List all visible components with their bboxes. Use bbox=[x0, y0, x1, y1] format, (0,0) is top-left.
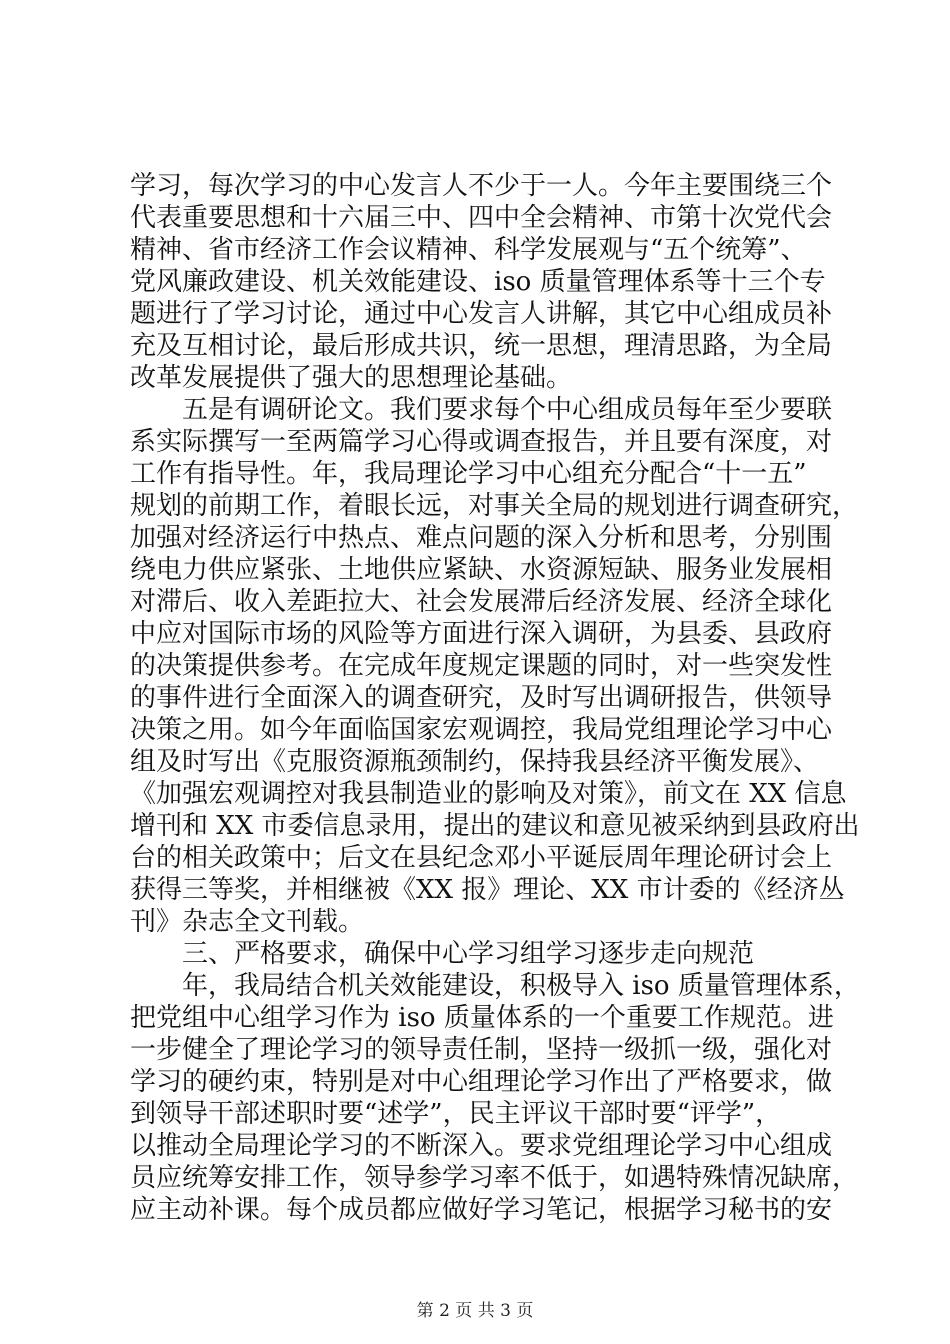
document-text-line: 五是有调研论文。我们要求每个中心组成员每年至少要联 bbox=[130, 395, 833, 425]
document-text-line: 规划的前期工作，着眼长远，对事关全局的规划进行调查研究， bbox=[130, 491, 859, 521]
document-text-line: 三、严格要求，确保中心学习组学习逐步走向规范 bbox=[130, 939, 755, 969]
document-text-line: 改革发展提供了强大的思想理论基础。 bbox=[130, 363, 573, 393]
document-text-line: 获得三等奖，并相继被《XX 报》理论、XX 市计委的《经济丛 bbox=[130, 875, 845, 905]
document-text-line: 精神、省市经济工作会议精神、科学发展观与“五个统筹”、 bbox=[130, 235, 807, 265]
document-text-line: 绕电力供应紧张、土地供应紧缺、水资源短缺、服务业发展相 bbox=[130, 555, 833, 585]
document-text-line: 的决策提供参考。在完成年度规定课题的同时，对一些突发性 bbox=[130, 651, 833, 681]
document-text-line: 代表重要思想和十六届三中、四中全会精神、市第十次党代会 bbox=[130, 203, 833, 233]
document-text-line: 充及互相讨论，最后形成共识，统一思想，理清思路，为全局 bbox=[130, 331, 833, 361]
document-text-line: 台的相关政策中；后文在县纪念邓小平诞辰周年理论研讨会上 bbox=[130, 843, 833, 873]
document-text-line: 组及时写出《克服资源瓶颈制约，保持我县经济平衡发展》、 bbox=[130, 747, 820, 777]
document-text-line: 刊》杂志全文刊载。 bbox=[130, 907, 365, 937]
document-text-line: 以推动全局理论学习的不断深入。要求党组理论学习中心组成 bbox=[130, 1131, 833, 1161]
document-body bbox=[130, 170, 860, 1226]
document-text-line: 学习，每次学习的中心发言人不少于一人。今年主要围绕三个 bbox=[130, 171, 833, 201]
page-number-footer: 第 2 页 共 3 页 bbox=[416, 1301, 534, 1321]
document-text-line: 决策之用。如今年面临国家宏观调控，我局党组理论学习中心 bbox=[130, 715, 833, 745]
document-text-line: 系实际撰写一至两篇学习心得或调查报告，并且要有深度，对 bbox=[130, 427, 833, 457]
document-text-line: 应主动补课。每个成员都应做好学习笔记，根据学习秘书的安 bbox=[130, 1195, 833, 1225]
document-text-line: 年，我局结合机关效能建设，积极导入 iso 质量管理体系， bbox=[130, 971, 860, 1001]
document-text-line: 党风廉政建设、机关效能建设、iso 质量管理体系等十三个专 bbox=[130, 267, 826, 297]
document-text-line: 题进行了学习讨论，通过中心发言人讲解，其它中心组成员补 bbox=[130, 299, 833, 329]
document-text-line: 员应统筹安排工作，领导参学习率不低于，如遇特殊情况缺席， bbox=[130, 1163, 859, 1193]
document-text-line: 中应对国际市场的风险等方面进行深入调研，为县委、县政府 bbox=[130, 619, 833, 649]
document-text-line: 对滞后、收入差距拉大、社会发展滞后经济发展、经济全球化 bbox=[130, 587, 833, 617]
document-text-line: 加强对经济运行中热点、难点问题的深入分析和思考，分别围 bbox=[130, 523, 833, 553]
document-text-line: 工作有指导性。年，我局理论学习中心组充分配合“十一五” bbox=[130, 459, 807, 489]
document-text-line: 把党组中心组学习作为 iso 质量体系的一个重要工作规范。进 bbox=[130, 1003, 834, 1033]
document-text-line: 增刊和 XX 市委信息录用，提出的建议和意见被采纳到县政府出 bbox=[130, 811, 860, 841]
document-text-line: 的事件进行全面深入的调查研究，及时写出调研报告，供领导 bbox=[130, 683, 833, 713]
document-text-line: 学习的硬约束，特别是对中心组理论学习作出了严格要求，做 bbox=[130, 1067, 833, 1097]
document-text-line: 一步健全了理论学习的领导责任制，坚持一级抓一级，强化对 bbox=[130, 1035, 833, 1065]
document-text-line: 到领导干部述职时要“述学”，民主评议干部时要“评学”， bbox=[130, 1099, 782, 1129]
document-text-line: 《加强宏观调控对我县制造业的影响及对策》，前文在 XX 信息 bbox=[130, 779, 847, 809]
